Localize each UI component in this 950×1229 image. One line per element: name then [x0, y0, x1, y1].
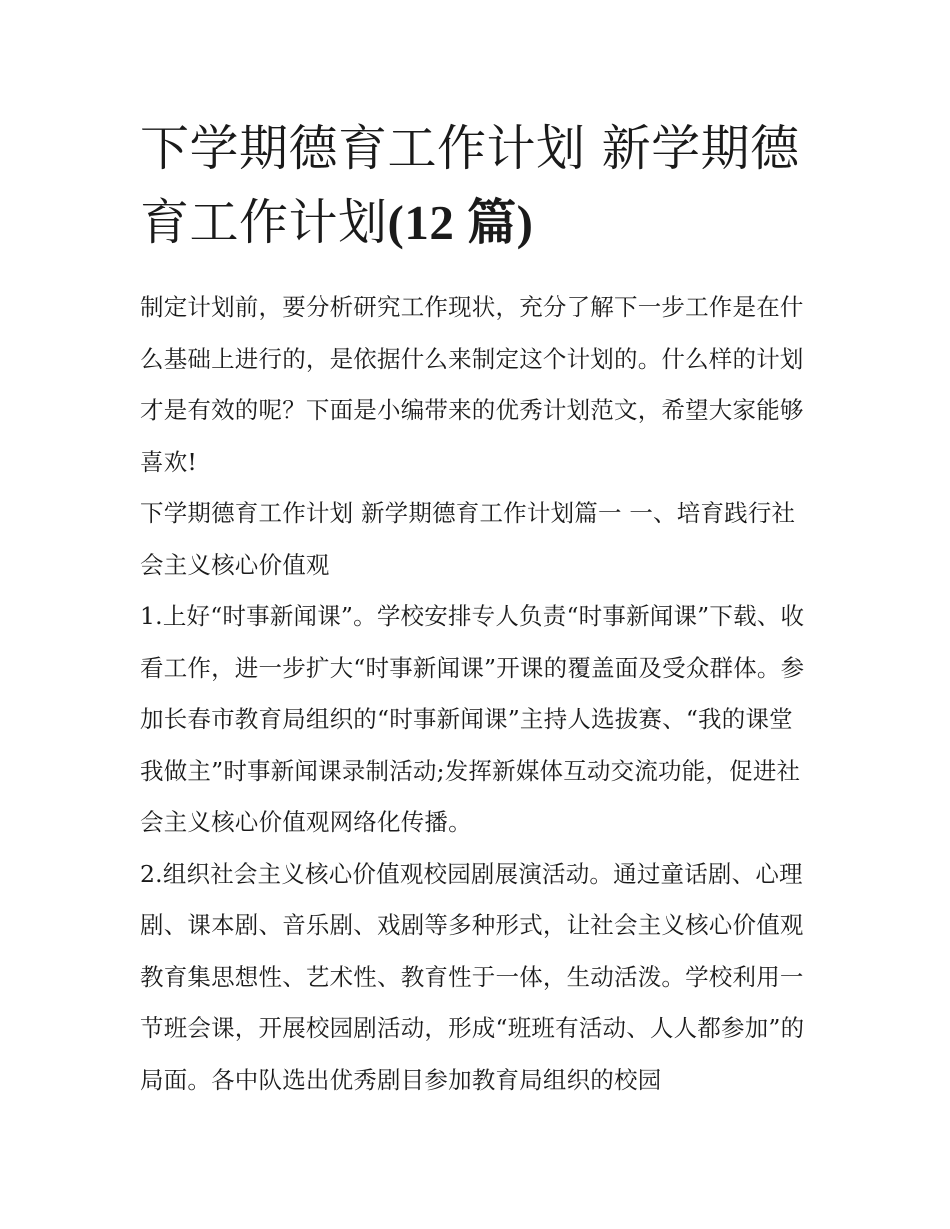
- section-heading-paragraph: 下学期德育工作计划 新学期德育工作计划篇一 一、培育践行社会主义核心价值观: [140, 499, 796, 579]
- item-2-paragraph: 2.组织社会主义核心价值观校园剧展演活动。通过童话剧、心理剧、课本剧、音乐剧、戏剧等多种形式，让社会主义核心价值观教育集思想性、艺术性、教育性于一体，生动活泼。学校利用一节班会课，开展校园剧活动，形成“班班有活动、人人都参加”的局面。各中队选出优秀剧目参加教育局组织的校园: [140, 859, 805, 1094]
- document-title: [140, 112, 812, 260]
- title-count: (12 篇): [387, 195, 534, 250]
- intro-paragraph: 制定计划前，要分析研究工作现状，充分了解下一步工作是在什么基础上进行的，是依据什么来制定这个计划的。什么样的计划才是有效的呢？下面是小编带来的优秀计划范文，希望大家能够喜欢!: [140, 293, 804, 476]
- document-page: [140, 112, 812, 1106]
- item-1-paragraph: 1.上好“时事新闻课”。学校安排专人负责“时事新闻课”下载、收看工作，进一步扩大“时事新闻课”开课的覆盖面及受众群体。参加长春市教育局组织的“时事新闻课”主持人选拔赛、“我的课堂我做主”时事新闻课录制活动;发挥新媒体互动交流功能，促进社会主义核心价值观网络化传播。: [140, 602, 805, 836]
- title-text: 下学期德育工作计划 新学期德育工作计划: [140, 120, 800, 251]
- document-body: [140, 282, 812, 1106]
